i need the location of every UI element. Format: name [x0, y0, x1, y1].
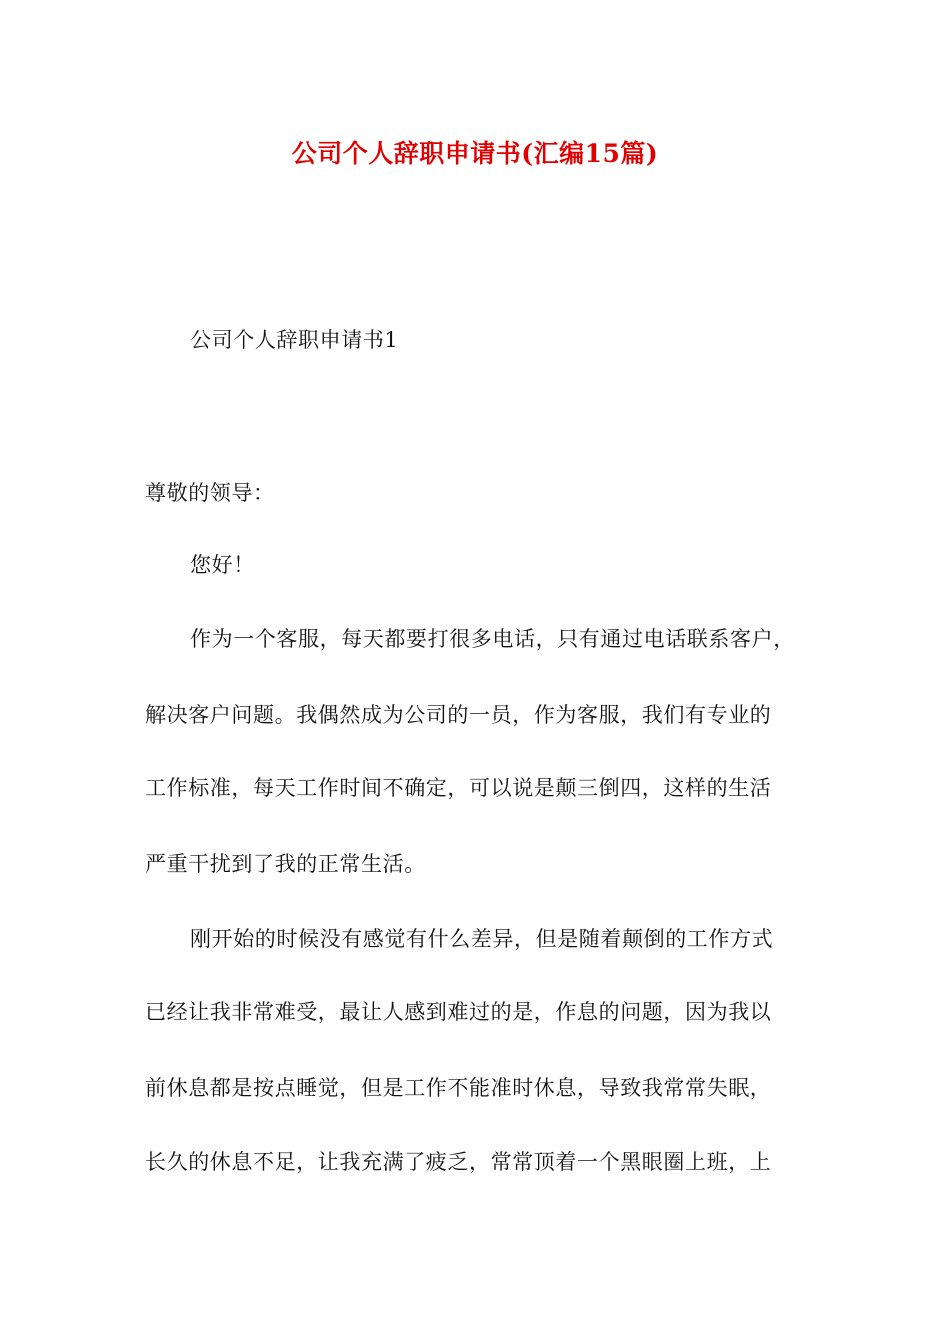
paragraph-1-line-2: 解决客户问题。我偶然成为公司的一员，作为客服，我们有专业的: [145, 703, 772, 727]
paragraph-2-line-3: 前休息都是按点睡觉，但是工作不能准时休息，导致我常常失眠，: [145, 1076, 772, 1100]
paragraph-2-line-1: 刚开始的时候没有感觉有什么差异，但是随着颠倒的工作方式: [190, 927, 774, 951]
paragraph-2-line-4: 长久的休息不足，让我充满了疲乏，常常顶着一个黑眼圈上班，上: [145, 1150, 772, 1174]
greeting: 您好！: [190, 553, 255, 577]
paragraph-2-line-2: 已经让我非常难受，最让人感到难过的是，作息的问题，因为我以: [145, 1000, 772, 1024]
salutation: 尊敬的领导：: [145, 481, 275, 505]
paragraph-1-line-4: 严重干扰到了我的正常生活。: [145, 852, 426, 876]
paragraph-1-line-1: 作为一个客服，每天都要打很多电话，只有通过电话联系客户，: [190, 627, 795, 651]
document-title: 公司个人辞职申请书(汇编15篇): [291, 139, 659, 168]
paragraph-1-line-3: 工作标准，每天工作时间不确定，可以说是颠三倒四，这样的生活: [145, 776, 772, 800]
section-heading: 公司个人辞职申请书1: [190, 328, 399, 352]
